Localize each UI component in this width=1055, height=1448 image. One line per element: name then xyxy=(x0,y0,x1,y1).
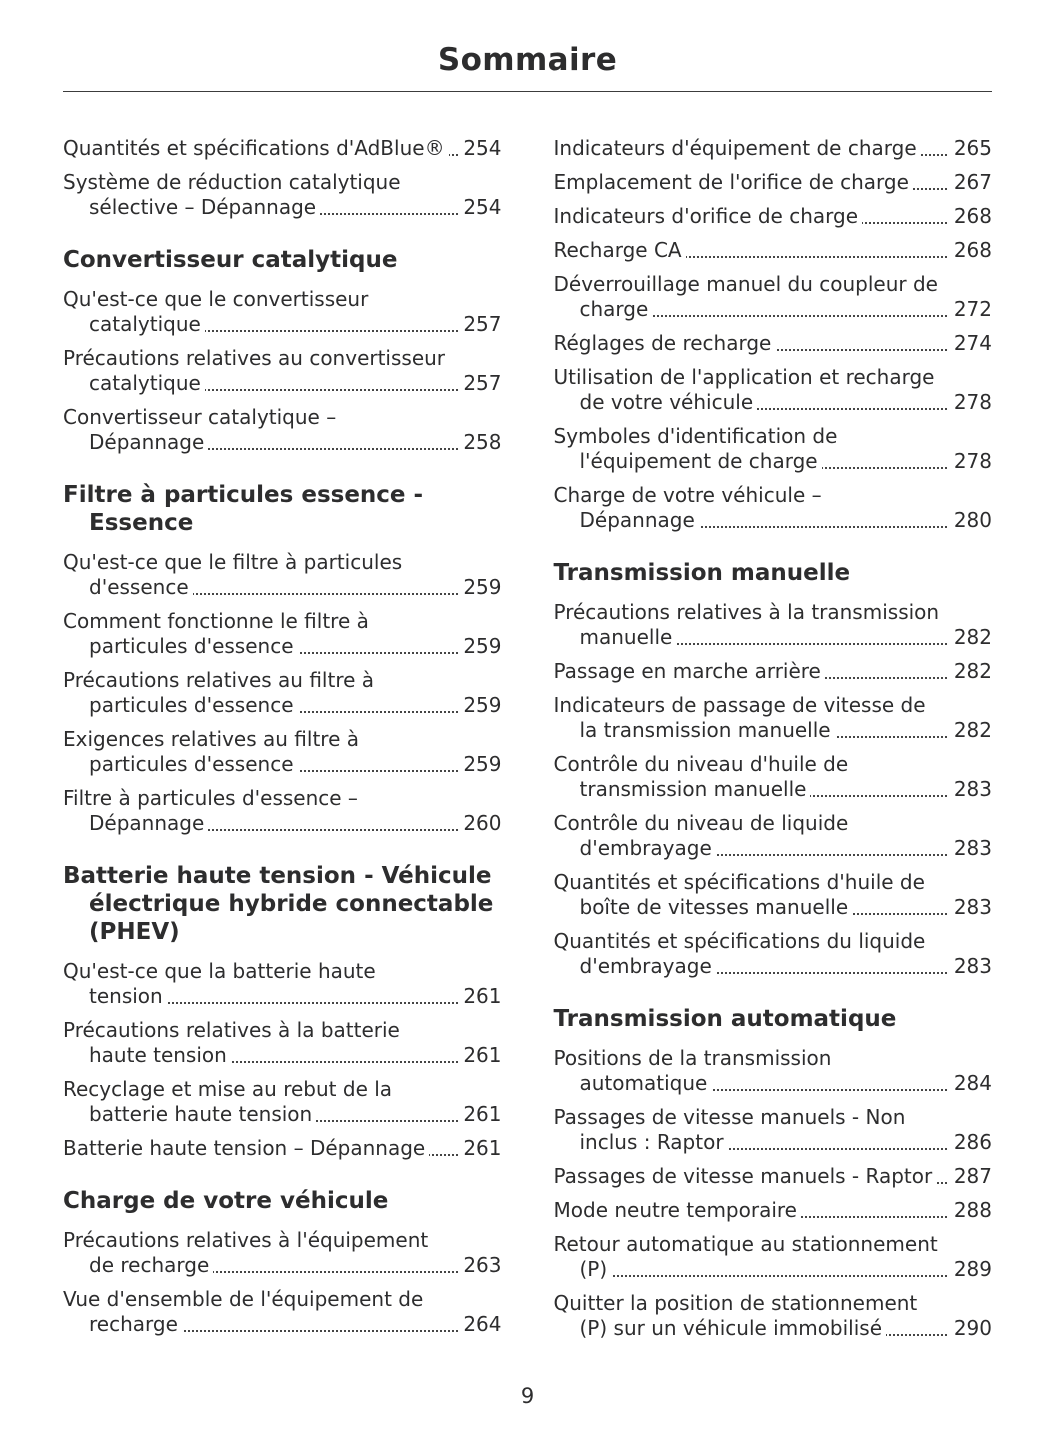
toc-entry-label: Précautions relatives au filtre à particules d'essence xyxy=(63,668,375,718)
toc-entry[interactable] xyxy=(63,1077,502,1127)
toc-entry-page: 282 xyxy=(949,659,992,684)
toc-entry-label: Retour automatique au stationnement (P) xyxy=(553,1232,938,1282)
toc-entry-page: 282 xyxy=(949,718,992,743)
toc-section-heading: Filtre à particules essence - Essence xyxy=(63,482,424,537)
toc-entry[interactable] xyxy=(554,331,993,356)
toc-entry-page: 259 xyxy=(458,752,501,777)
toc-entry[interactable] xyxy=(63,668,502,718)
toc-entry-page: 283 xyxy=(949,836,992,861)
toc-entry[interactable] xyxy=(554,1232,993,1282)
toc-section-heading: Transmission automatique xyxy=(553,1006,897,1033)
toc-entry-label: Précautions relatives à l'équipement de recharge xyxy=(63,1228,429,1278)
toc-entry[interactable] xyxy=(554,365,993,415)
toc-entry[interactable] xyxy=(554,693,993,743)
toc-entry-page: 283 xyxy=(949,895,992,920)
toc-entry-label: Indicateurs d'équipement de charge xyxy=(554,136,921,160)
toc-entry-page: 254 xyxy=(458,195,501,220)
toc-entry-page: 264 xyxy=(458,1312,501,1337)
toc-entry[interactable] xyxy=(554,870,993,920)
toc-entry-label: Convertisseur catalytique – Dépannage xyxy=(63,405,337,455)
toc-entry-label: Positions de la transmission automatique xyxy=(553,1046,832,1096)
toc-entry[interactable] xyxy=(554,600,993,650)
toc-entry[interactable] xyxy=(554,752,993,802)
toc-entry[interactable] xyxy=(63,550,502,600)
toc-entry[interactable] xyxy=(554,929,993,979)
toc-entry[interactable] xyxy=(63,1287,502,1337)
toc-entry[interactable] xyxy=(554,238,993,263)
toc-entry[interactable] xyxy=(63,1228,502,1278)
toc-entry-label: Utilisation de l'application et recharge de votre véhicule xyxy=(553,365,935,414)
title-divider xyxy=(63,91,992,92)
toc-section-heading: Batterie haute tension - Véhicule électrique hybride connectable (PHEV) xyxy=(63,863,494,946)
toc-entry-page: 283 xyxy=(949,954,992,979)
toc-entry[interactable] xyxy=(554,1105,993,1155)
toc-entry[interactable] xyxy=(554,170,993,195)
toc-entry-page: 274 xyxy=(949,331,992,356)
toc-entry[interactable] xyxy=(63,609,502,659)
toc-entry-label: Contrôle du niveau de liquide d'embrayage xyxy=(553,811,849,861)
toc-entry-page: 278 xyxy=(949,390,992,415)
toc-entry-page: 258 xyxy=(458,430,501,455)
toc-entry-page: 259 xyxy=(458,575,501,600)
toc-section-heading: Charge de votre véhicule xyxy=(63,1188,389,1215)
toc-entry-label: Recyclage et mise au rebut de la batterie haute tension xyxy=(63,1077,393,1127)
toc-entry-page: 261 xyxy=(458,1136,501,1161)
toc-section-heading: Convertisseur catalytique xyxy=(63,247,398,273)
toc-entry-label: Quantités et spécifications du liquide d'embrayage xyxy=(553,929,926,979)
toc-entry-page: 257 xyxy=(458,371,501,396)
toc-section-heading: Transmission manuelle xyxy=(553,560,851,586)
toc-entry-page: 254 xyxy=(458,136,501,161)
toc-entry-page: 272 xyxy=(949,297,992,322)
toc-entry[interactable] xyxy=(63,786,502,836)
toc-entry[interactable] xyxy=(554,136,993,161)
toc-entry-page: 290 xyxy=(949,1316,992,1341)
toc-entry[interactable] xyxy=(554,811,993,861)
toc-entry-label: Batterie haute tension – Dépannage xyxy=(63,1136,429,1160)
toc-entry[interactable] xyxy=(63,287,502,337)
toc-column-1 xyxy=(63,136,502,1350)
page-title: Sommaire xyxy=(437,42,618,78)
toc-entry-label: Qu'est-ce que le convertisseur catalytique xyxy=(63,287,369,337)
toc-entry[interactable] xyxy=(554,272,993,322)
toc-entry-page: 267 xyxy=(949,170,992,195)
toc-entry-label: Mode neutre temporaire xyxy=(554,1198,801,1222)
toc-entry-label: Qu'est-ce que la batterie haute tension xyxy=(63,959,376,1009)
toc-entry-page: 259 xyxy=(458,634,501,659)
toc-entry-page: 280 xyxy=(949,508,992,533)
toc-entry-label: Précautions relatives au convertisseur catalytique xyxy=(63,346,446,396)
toc-entry[interactable] xyxy=(554,1046,993,1096)
toc-entry[interactable] xyxy=(554,483,993,533)
toc-entry-label: Précautions relatives à la batterie haute tension xyxy=(63,1018,400,1068)
toc-entry-page: 261 xyxy=(458,1102,501,1127)
toc-entry-label: Passage en marche arrière xyxy=(554,659,825,683)
toc-entry-page: 287 xyxy=(949,1164,992,1189)
toc-entry[interactable] xyxy=(554,659,993,684)
toc-entry-label: Qu'est-ce que le filtre à particules d'essence xyxy=(63,550,403,600)
page-number: 9 xyxy=(520,1384,535,1408)
toc-entry[interactable] xyxy=(63,1136,502,1161)
toc-entry-label: Contrôle du niveau d'huile de transmission manuelle xyxy=(553,752,849,802)
toc-entry[interactable] xyxy=(63,405,502,455)
page-header xyxy=(63,42,992,92)
toc-entry-page: 283 xyxy=(949,777,992,802)
toc-entry[interactable] xyxy=(554,424,993,474)
toc-entry-label: Vue d'ensemble de l'équipement de recharge xyxy=(63,1287,424,1337)
toc-columns xyxy=(63,136,992,1350)
toc-entry[interactable] xyxy=(554,1198,993,1223)
toc-entry-page: 263 xyxy=(458,1253,501,1278)
toc-entry[interactable] xyxy=(554,204,993,229)
toc-entry-page: 259 xyxy=(458,693,501,718)
toc-entry-label: Indicateurs d'orifice de charge xyxy=(554,204,863,228)
toc-entry-label: Réglages de recharge xyxy=(554,331,776,355)
toc-entry[interactable] xyxy=(63,959,502,1009)
toc-entry-page: 257 xyxy=(458,312,501,337)
toc-entry[interactable] xyxy=(63,136,502,161)
toc-entry-label: Emplacement de l'orifice de charge xyxy=(554,170,913,194)
toc-entry-page: 286 xyxy=(949,1130,992,1155)
toc-entry-label: Précautions relatives à la transmission manuelle xyxy=(553,600,940,650)
toc-entry[interactable] xyxy=(63,346,502,396)
toc-entry[interactable] xyxy=(554,1291,993,1341)
toc-column-2 xyxy=(554,136,993,1350)
toc-entry-page: 268 xyxy=(949,204,992,229)
toc-entry[interactable] xyxy=(63,1018,502,1068)
toc-entry-page: 265 xyxy=(949,136,992,161)
toc-entry[interactable] xyxy=(554,1164,993,1189)
toc-entry-page: 284 xyxy=(949,1071,992,1096)
toc-entry[interactable] xyxy=(63,170,502,220)
toc-entry-label: Quitter la position de stationnement (P) sur un véhicule immobilisé xyxy=(553,1291,918,1341)
toc-entry-page: 260 xyxy=(458,811,501,836)
toc-entry-label: Filtre à particules d'essence – Dépannage xyxy=(63,786,358,836)
toc-entry-label: Indicateurs de passage de vitesse de la transmission manuelle xyxy=(553,693,926,743)
toc-entry-label: Quantités et spécifications d'huile de boîte de vitesses manuelle xyxy=(553,870,925,920)
toc-entry-label: Passages de vitesse manuels - Non inclus : Raptor xyxy=(553,1105,906,1155)
toc-entry-label: Symboles d'identification de l'équipement de charge xyxy=(553,424,838,473)
toc-entry-label: Comment fonctionne le filtre à particules d'essence xyxy=(63,609,369,659)
toc-entry-page: 282 xyxy=(949,625,992,650)
toc-entry-label: Déverrouillage manuel du coupleur de charge xyxy=(553,272,938,321)
toc-entry-label: Système de réduction catalytique sélective – Dépannage xyxy=(63,170,401,219)
toc-entry-page: 289 xyxy=(949,1257,992,1282)
toc-entry-page: 268 xyxy=(949,238,992,263)
toc-entry-label: Quantités et spécifications d'AdBlue® xyxy=(63,136,449,160)
toc-entry-page: 261 xyxy=(458,984,501,1009)
toc-entry-label: Charge de votre véhicule – Dépannage xyxy=(553,483,822,532)
toc-entry-page: 261 xyxy=(458,1043,501,1068)
toc-entry-page: 278 xyxy=(949,449,992,474)
toc-entry[interactable] xyxy=(63,727,502,777)
toc-entry-label: Recharge CA xyxy=(554,238,686,262)
toc-entry-label: Passages de vitesse manuels - Raptor xyxy=(554,1164,937,1188)
toc-entry-label: Exigences relatives au filtre à particules d'essence xyxy=(63,727,359,777)
toc-entry-page: 288 xyxy=(949,1198,992,1223)
page-footer xyxy=(0,1384,1055,1408)
